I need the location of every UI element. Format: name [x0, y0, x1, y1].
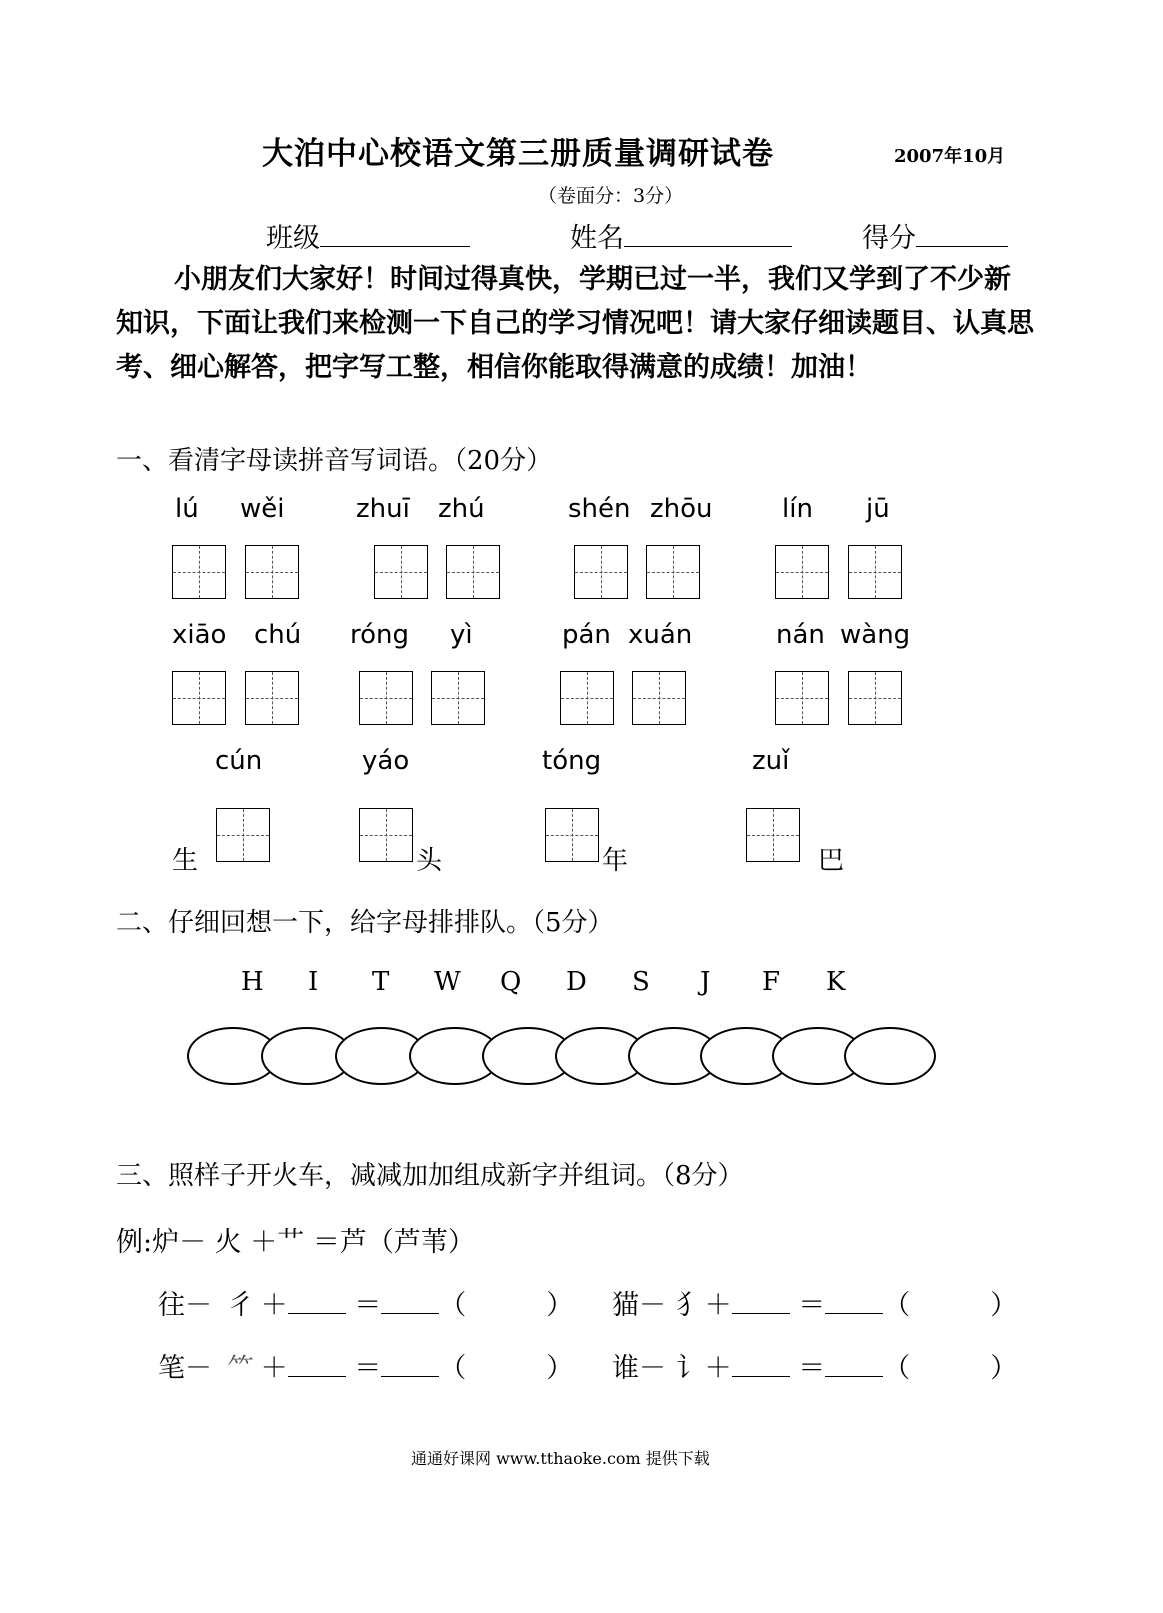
page-subtitle: （卷面分：3分） [538, 185, 684, 207]
exercise-radical: ⺮ [227, 1353, 255, 1384]
letter: J [700, 967, 711, 997]
right-paren: ） [546, 1353, 574, 1384]
left-paren: （ [883, 1353, 911, 1384]
equals-sign: ＝ [354, 1353, 382, 1384]
pinyin: zhuī [356, 494, 410, 524]
writing-grid-box[interactable] [746, 808, 800, 862]
score-field [862, 216, 1008, 255]
letter: K [826, 967, 846, 997]
pinyin: xiāo [172, 620, 227, 650]
writing-grid-box[interactable] [775, 545, 829, 599]
writing-grid-box[interactable] [632, 671, 686, 725]
writing-grid-box[interactable] [574, 545, 628, 599]
exercise-item [612, 1346, 1017, 1385]
right-paren: ） [990, 1290, 1018, 1321]
footer-text: 通通好课网 www.tthaoke.com 提供下载 [411, 1449, 710, 1468]
answer-blank[interactable] [381, 1354, 439, 1377]
letter: S [632, 967, 650, 997]
given-character: 年 [602, 846, 629, 876]
minus-sign: － [639, 1353, 666, 1384]
pinyin: wàng [840, 620, 911, 650]
minus-sign: － [185, 1290, 212, 1321]
exercise-char: 笔 [158, 1353, 185, 1384]
right-paren: ） [990, 1353, 1018, 1384]
exercise-item [158, 1346, 573, 1385]
section2-heading: 二、仔细回想一下，给字母排排队。（5分） [116, 908, 614, 938]
name-label: 姓名 [570, 223, 624, 254]
exercise-radical: 讠 [676, 1353, 704, 1384]
intro-paragraph: 小朋友们大家好！时间过得真快，学期已过一半，我们又学到了不少新知识，下面让我们来检测一下自己的学习情况吧！请大家仔细读题目、认真思考、细心解答，把字写工整，相信你能取得满意的成绩！加油！ [116, 264, 1034, 383]
writing-grid-box[interactable] [848, 671, 902, 725]
letter: T [372, 967, 390, 997]
writing-grid-box[interactable] [359, 808, 413, 862]
answer-blank[interactable] [732, 1354, 790, 1377]
letter: W [434, 967, 461, 997]
example-line: 例:炉－ 火 ＋艹 ＝芦（芦苇） [116, 1227, 475, 1258]
section3-heading: 三、照样子开火车，减减加加组成新字并组词。（8分） [116, 1161, 744, 1191]
pinyin: wěi [240, 494, 285, 524]
answer-blank[interactable] [288, 1354, 346, 1377]
page-title: 大泊中心校语文第三册质量调研试卷 [262, 136, 774, 172]
letter: D [566, 967, 587, 997]
exercise-char: 往 [158, 1290, 185, 1321]
equals-sign: ＝ [798, 1290, 826, 1321]
writing-grid-box[interactable] [848, 545, 902, 599]
pinyin: zuǐ [752, 746, 790, 776]
exercise-char: 谁 [612, 1353, 639, 1384]
pinyin: cún [215, 746, 263, 776]
pinyin: shén [568, 494, 631, 524]
pinyin: yì [450, 620, 473, 650]
letter: H [241, 967, 264, 997]
writing-grid-box[interactable] [172, 545, 226, 599]
letter: I [308, 967, 319, 997]
plus-sign: ＋ [704, 1290, 732, 1321]
section1-heading: 一、看清字母读拼音写词语。（20分） [116, 446, 553, 476]
pinyin: nán [776, 620, 825, 650]
answer-blank[interactable] [381, 1291, 439, 1314]
pinyin: tóng [542, 746, 602, 776]
left-paren: （ [439, 1353, 467, 1384]
writing-grid-box[interactable] [775, 671, 829, 725]
name-field [570, 216, 792, 255]
equals-sign: ＝ [798, 1353, 826, 1384]
exercise-item [612, 1283, 1017, 1322]
exercise-item [158, 1283, 573, 1322]
answer-blank[interactable] [825, 1291, 883, 1314]
writing-grid-box[interactable] [216, 808, 270, 862]
answer-oval[interactable] [844, 1027, 936, 1085]
plus-sign: ＋ [704, 1353, 732, 1384]
right-paren: ） [546, 1290, 574, 1321]
answer-blank[interactable] [288, 1291, 346, 1314]
class-blank[interactable] [320, 222, 470, 247]
pinyin: pán [562, 620, 611, 650]
pinyin: jū [866, 494, 890, 524]
class-field [266, 216, 470, 255]
writing-grid-box[interactable] [431, 671, 485, 725]
writing-grid-box[interactable] [545, 808, 599, 862]
pinyin: chú [254, 620, 302, 650]
minus-sign: － [639, 1290, 666, 1321]
pinyin: yáo [362, 746, 410, 776]
writing-grid-box[interactable] [646, 545, 700, 599]
pinyin: lú [175, 494, 199, 524]
exam-date: 2007年10月 [894, 146, 1006, 167]
equals-sign: ＝ [354, 1290, 382, 1321]
pinyin: róng [350, 620, 410, 650]
plus-sign: ＋ [260, 1290, 288, 1321]
score-blank[interactable] [916, 222, 1008, 247]
writing-grid-box[interactable] [359, 671, 413, 725]
exercise-radical: 犭 [676, 1290, 704, 1321]
writing-grid-box[interactable] [446, 545, 500, 599]
exercise-radical: 彳 [227, 1290, 255, 1321]
answer-blank[interactable] [732, 1291, 790, 1314]
letter: Q [500, 967, 522, 997]
writing-grid-box[interactable] [560, 671, 614, 725]
left-paren: （ [439, 1290, 467, 1321]
pinyin: lín [782, 494, 813, 524]
pinyin: zhú [438, 494, 485, 524]
given-character: 生 [172, 846, 199, 876]
pinyin: xuán [628, 620, 693, 650]
writing-grid-box[interactable] [245, 671, 299, 725]
given-character: 头 [416, 846, 443, 876]
given-character: 巴 [818, 846, 845, 876]
pinyin: zhōu [650, 494, 713, 524]
exercise-char: 猫 [612, 1290, 639, 1321]
plus-sign: ＋ [260, 1353, 288, 1384]
answer-blank[interactable] [825, 1354, 883, 1377]
writing-grid-box[interactable] [172, 671, 226, 725]
left-paren: （ [883, 1290, 911, 1321]
writing-grid-box[interactable] [245, 545, 299, 599]
writing-grid-box[interactable] [374, 545, 428, 599]
letter: F [762, 967, 781, 997]
class-label: 班级 [266, 223, 320, 254]
score-label: 得分 [862, 223, 916, 254]
name-blank[interactable] [624, 222, 792, 247]
minus-sign: － [185, 1353, 212, 1384]
